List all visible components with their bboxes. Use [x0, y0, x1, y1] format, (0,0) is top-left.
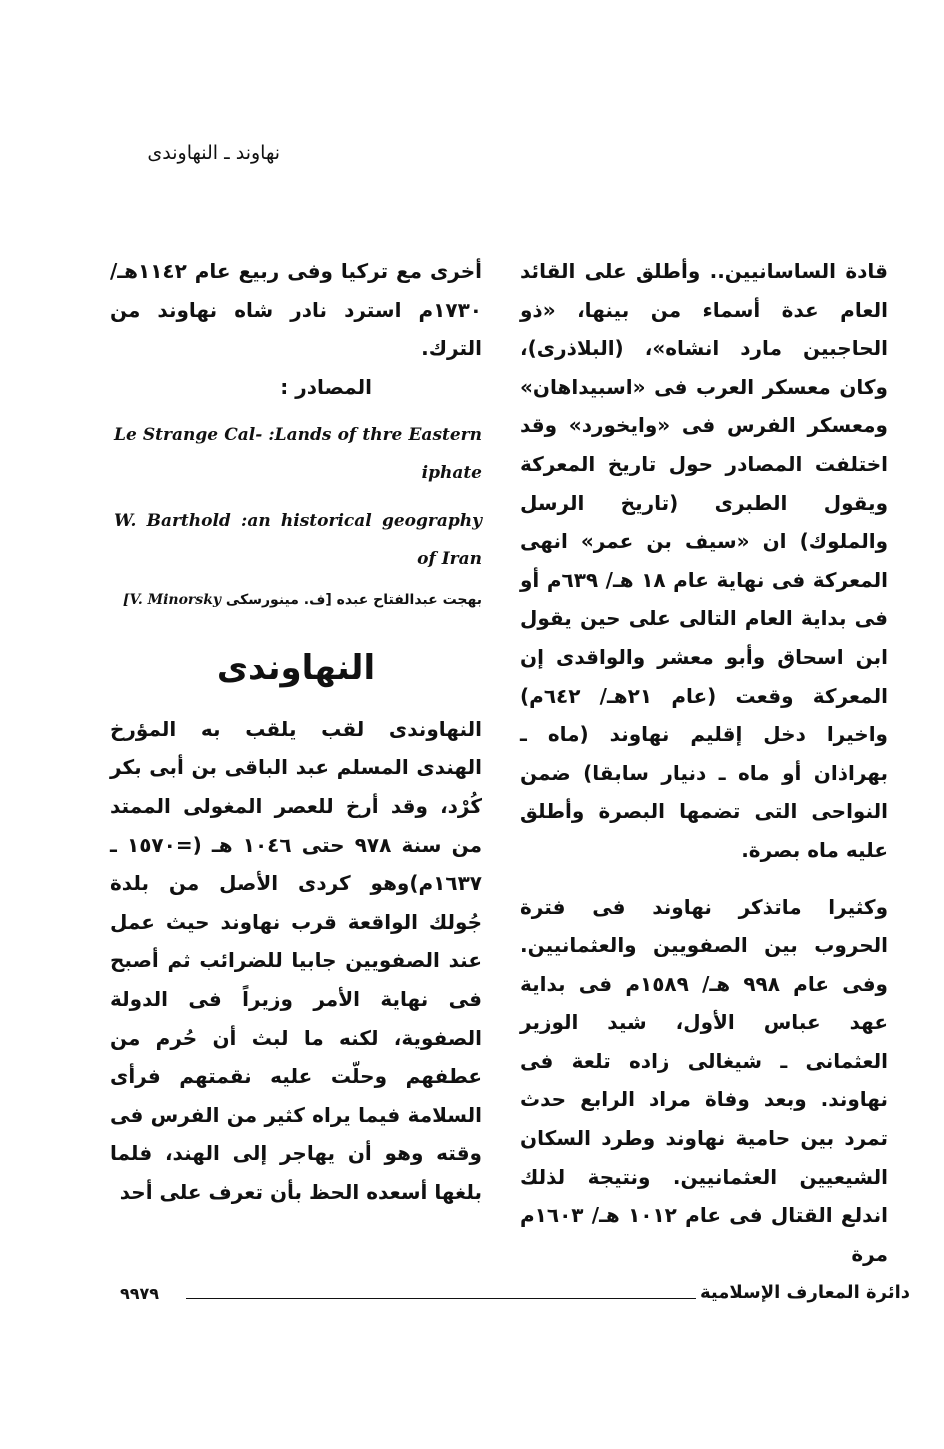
author-credit — [110, 588, 482, 612]
footer-rule — [186, 1298, 696, 1299]
right-paragraph-2: وكثيرا ماتذكر نهاوند فى فترة الحروب بين الصفويين والعثمانيين. وفى عام ٩٩٨ هـ/ ١٥٨٩م فى بداية عهد عباس الأول، شيد الوزير العثمانى ـ شيغالى زاده تلعة فى نهاوند. وبعد وفاة مراد الرابع حدث تمرد بين حامية نهاوند وطرد السكان الشيعيين العثمانيين. ونتيجة لذلك اندلع القتال فى عام ١٠١٢ هـ/ ١٦٠٣م مرة — [520, 894, 889, 1266]
article-title: النهاوندى — [216, 647, 376, 688]
right-column — [520, 252, 888, 1273]
author-latin: V. Minorsky] — [122, 591, 222, 608]
right-paragraph-1: قادة الساسانيين.. وأطلق على القائد العام عدة أسماء من بينها، «ذو الحاجبين مارد انشاه»، (البلاذرى)، وكان معسكر العرب فى «اسبيداهان» ومعسكر الفرس فى «وايخورد» وقد اختلفت المصادر حول تاريخ المعركة ويقول الطبرى (تاريخ الرسل والملوك) ان «سيف بن عمر» انهى المعركة فى نهاية عام ١٨ هـ/ ٦٣٩م أو فى بداية العام التالى على حين يقول ابن اسحاق وأبو معشر والواقدى إن المعركة وقعت (عام ٢١هـ/ ٦٤٢م) واخيرا دخل إقليم نهاوند (ماه ـ بهراذان أو ماه ـ دنيار سابقا) ضمن النواحى التى تضمها البصرة وأطلق عليه ماه بصرة. — [520, 259, 889, 862]
article-body: النهاوندى لقب يلقب به المؤرخ الهندى المسلم عبد الباقى بن أبى بكر كُرْد، وقد أرخ للعصر المغولى الممتد من سنة ٩٧٨ حتى ١٠٤٦ هـ (=١٥٧٠ ـ ١٦٣٧م)وهو كردى الأصل من بلدة جُولك الواقعة قرب نهاوند حيث عمل عند الصفويين جابيا للضرائب ثم أصبح فى نهاية الأمر وزيراً فى الدولة الصفوية، لكنه ما لبث أن حُرم من عطفهم وحلّت عليه نقمتهم فرأى السلامة فيما يراه كثير من الفرس فى وقته وهو أن يهاجر إلى الهند، فلما بلغها أسعده الحظ بأن تعرف على أحد — [110, 716, 482, 1204]
sources-heading: المصادر : — [280, 374, 372, 399]
left-intro-paragraph: أخرى مع تركيا وفى ربيع عام ١١٤٢هـ/ ١٧٣٠م استرد نادر شاه نهاوند من الترك. — [110, 259, 482, 361]
author-arabic: بهجت عبدالفتاح عبده [ف. مينورسكى — [225, 591, 482, 608]
page-number: ٩٩٧٩ — [120, 1284, 160, 1303]
running-header: نهاوند ـ النهاوندى — [147, 142, 280, 164]
reference-item: Le Strange Cal- :Lands of thre Eastern iphate — [114, 424, 482, 483]
page-footer — [120, 1282, 910, 1312]
reference-item: W. Barthold :an historical geography of Iran — [114, 510, 482, 569]
left-column — [110, 252, 482, 1212]
publication-title: دائرة المعارف الإسلامية — [699, 1282, 910, 1303]
